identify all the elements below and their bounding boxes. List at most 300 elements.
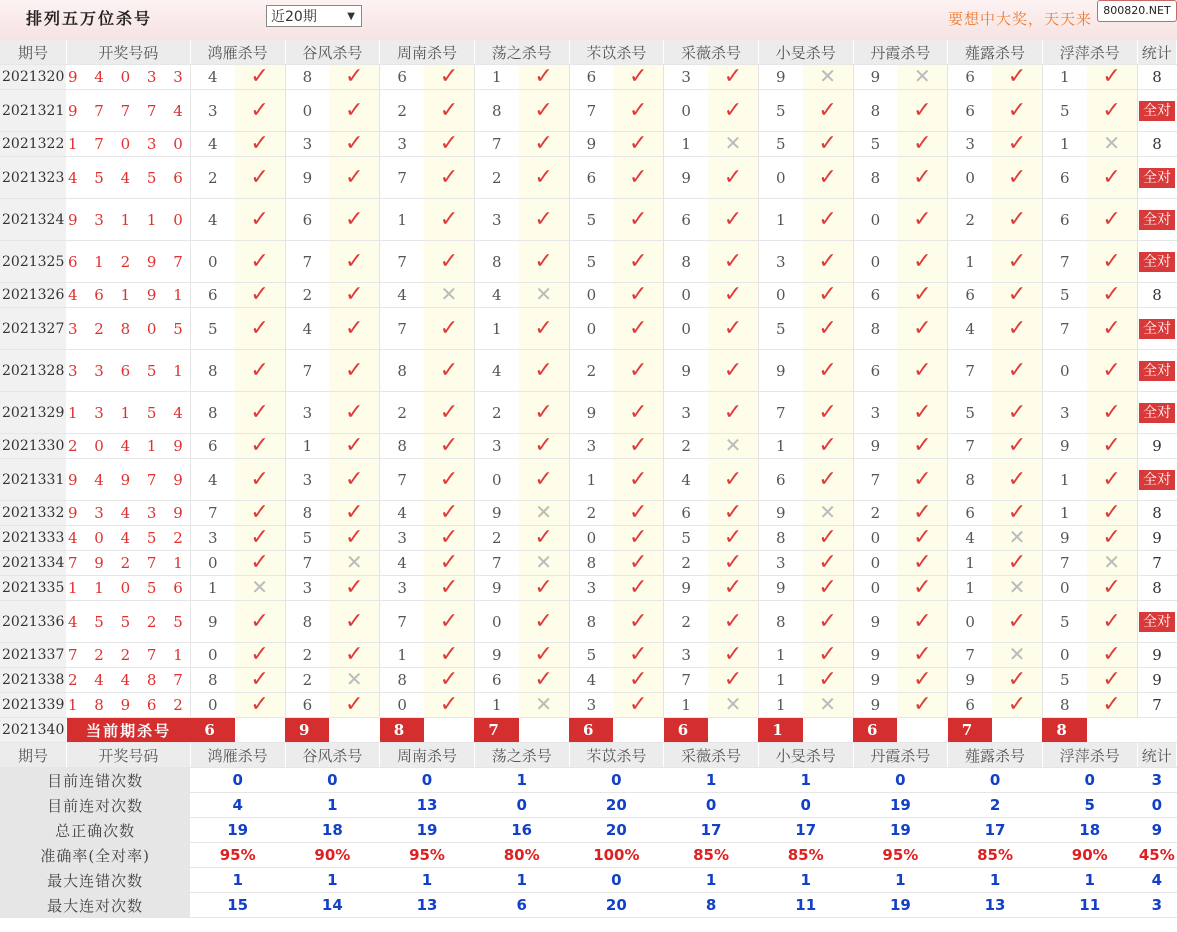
result-mark-cell [897,350,947,392]
kill-number-cell: 9 [474,643,518,668]
result-mark-cell [897,132,947,157]
kill-number-cell: 0 [1042,350,1086,392]
summary-value: 17 [948,818,1043,843]
check-icon: ✓ [439,608,459,634]
kill-number-cell: 8 [853,308,897,350]
summary-value: 90% [1042,843,1137,868]
kill-number-cell: 1 [664,693,708,718]
summary-label: 最大连错次数 [0,868,190,893]
check-icon: ✓ [913,525,932,550]
kill-number-cell: 0 [853,241,897,283]
summary-row [0,868,1177,893]
kill-number-cell: 8 [569,551,613,576]
period-cell: 2021333 [0,526,66,551]
kill-number-cell: 3 [380,576,424,601]
kill-number-cell: 1 [1042,65,1086,90]
check-icon: ✓ [345,575,364,600]
check-icon: ✓ [723,282,743,307]
result-mark-cell [235,90,285,132]
summary-value: 20 [569,793,664,818]
result-mark-cell [803,459,853,501]
summary-row [0,843,1177,868]
result-mark-cell [708,459,758,501]
kill-number-cell: 6 [948,693,992,718]
summary-value: 20 [569,893,664,918]
kill-number-cell: 3 [190,90,234,132]
draw-code-cell: 4 5 5 2 5 [66,601,190,643]
kill-number-cell: 1 [569,459,613,501]
result-mark-cell [992,526,1042,551]
kill-number-cell: 5 [853,132,897,157]
result-mark-cell [1087,526,1137,551]
result-mark-cell [329,501,379,526]
result-mark-cell [613,459,663,501]
check-icon: ✓ [439,399,459,425]
column-header: 荡之杀号 [474,40,569,65]
draw-code-cell: 2 4 4 8 7 [66,668,190,693]
check-icon: ✓ [913,608,932,634]
check-icon: ✓ [345,164,364,190]
kill-number-cell: 6 [569,65,613,90]
result-mark-cell [235,157,285,199]
result-mark-cell [519,241,569,283]
period-cell: 2021336 [0,601,66,643]
kill-number-cell: 2 [190,157,234,199]
kill-number-cell: 9 [664,157,708,199]
check-icon: ✓ [1102,164,1121,190]
check-icon: ✓ [250,164,269,190]
check-icon: ✓ [1007,500,1027,525]
result-mark-cell [424,90,474,132]
kill-number-cell: 8 [853,157,897,199]
result-mark-cell [803,526,853,551]
result-mark-cell [519,283,569,308]
top-bar [0,0,1177,41]
result-mark-cell [424,65,474,90]
result-mark-cell [803,283,853,308]
check-icon: ✓ [534,525,553,550]
kill-number-cell: 7 [664,668,708,693]
kill-number-cell: 1 [948,241,992,283]
check-icon: ✓ [629,282,648,307]
result-mark-cell [1087,576,1137,601]
summary-value: 1 [758,768,853,793]
draw-code-cell: 9 7 7 7 4 [66,90,190,132]
check-icon: ✓ [723,642,743,667]
check-icon: ✓ [1102,399,1121,425]
result-mark-cell [519,308,569,350]
kill-number-cell: 0 [190,693,234,718]
summary-stat: 9 [1137,818,1176,843]
summary-value: 1 [664,768,759,793]
summary-row [0,818,1177,843]
site-badge[interactable]: 800820.NET [1097,0,1177,22]
kill-number-cell: 9 [569,132,613,157]
kill-number-cell: 1 [380,199,424,241]
result-mark-cell [803,90,853,132]
check-icon: ✓ [439,131,459,156]
kill-number-cell: 4 [948,308,992,350]
stat-cell [1137,308,1176,350]
result-mark-cell [613,668,663,693]
column-header: 谷风杀号 [285,743,380,768]
column-header: 统计 [1137,40,1176,65]
column-header: 鸿雁杀号 [190,743,285,768]
current-kill-value: 8 [380,718,424,743]
table-row [0,308,1177,350]
check-icon: ✓ [534,248,553,274]
result-mark-cell [424,693,474,718]
result-mark-cell [519,434,569,459]
kill-number-cell: 9 [758,65,802,90]
all-correct-badge: 全对 [1139,612,1175,632]
result-mark-cell [992,157,1042,199]
kill-number-cell: 5 [285,526,329,551]
result-mark-cell [329,392,379,434]
cross-icon: ✕ [440,282,458,306]
result-mark-cell [613,501,663,526]
check-icon: ✓ [818,164,837,190]
check-icon: ✓ [345,315,364,341]
kill-number-cell: 9 [474,501,518,526]
check-icon: ✓ [629,500,648,525]
kill-number-cell: 4 [190,459,234,501]
result-mark-cell [519,65,569,90]
stat-cell [1137,459,1176,501]
kill-number-cell: 9 [190,601,234,643]
summary-stat: 45% [1137,843,1176,868]
kill-number-cell: 8 [285,65,329,90]
column-header: 丹霞杀号 [853,743,948,768]
kill-number-cell: 9 [853,601,897,643]
kill-number-cell: 7 [948,434,992,459]
result-mark-cell [992,283,1042,308]
result-mark-cell [1087,501,1137,526]
result-mark-cell [708,308,758,350]
result-mark-cell [613,157,663,199]
kill-number-cell: 5 [758,90,802,132]
check-icon: ✓ [439,500,459,525]
kill-number-cell: 0 [380,693,424,718]
kill-number-cell: 5 [1042,601,1086,643]
kill-number-cell: 5 [569,643,613,668]
check-icon: ✓ [723,500,743,525]
check-icon: ✓ [723,64,743,89]
kill-number-cell: 6 [190,434,234,459]
spacer-cell [1087,718,1137,743]
kill-number-cell: 2 [948,199,992,241]
check-icon: ✓ [1102,357,1121,383]
kill-number-cell: 1 [380,643,424,668]
summary-label: 总正确次数 [0,818,190,843]
kill-number-cell: 3 [569,434,613,459]
kill-number-cell: 1 [758,434,802,459]
kill-number-cell: 3 [664,65,708,90]
draw-code-cell: 4 6 1 9 1 [66,283,190,308]
draw-code-cell: 6 1 2 9 7 [66,241,190,283]
check-icon: ✓ [1102,500,1121,525]
kill-number-cell: 6 [1042,199,1086,241]
kill-number-cell: 7 [190,501,234,526]
all-correct-badge: 全对 [1139,168,1175,188]
kill-number-cell: 1 [758,199,802,241]
check-icon: ✓ [1102,608,1121,634]
check-icon: ✓ [629,64,648,89]
kill-number-cell: 3 [758,551,802,576]
table-row [0,90,1177,132]
kill-number-cell: 7 [380,241,424,283]
kill-number-cell: 8 [380,350,424,392]
result-mark-cell [235,459,285,501]
column-header: 荡之杀号 [474,743,569,768]
kill-number-cell: 3 [853,392,897,434]
all-correct-badge: 全对 [1139,319,1175,339]
period-cell: 2021325 [0,241,66,283]
summary-value: 1 [190,868,285,893]
check-icon: ✓ [723,248,743,274]
kill-number-cell: 6 [380,65,424,90]
result-mark-cell [329,283,379,308]
result-mark-cell [424,241,474,283]
kill-number-cell: 0 [569,308,613,350]
period-cell: 2021332 [0,501,66,526]
table-row [0,434,1177,459]
summary-value: 1 [758,868,853,893]
kill-number-cell: 1 [758,643,802,668]
check-icon: ✓ [1007,206,1027,232]
result-mark-cell [235,350,285,392]
current-kill-value: 9 [285,718,329,743]
kill-number-cell: 9 [853,693,897,718]
check-icon: ✓ [1007,357,1027,383]
kill-number-cell: 4 [380,501,424,526]
kill-number-cell: 1 [664,132,708,157]
check-icon: ✓ [629,667,648,692]
result-mark-cell [992,643,1042,668]
result-mark-cell [424,350,474,392]
check-icon: ✓ [1007,315,1027,341]
kill-number-cell: 7 [758,392,802,434]
result-mark-cell [803,501,853,526]
table-row [0,65,1177,90]
result-mark-cell [235,668,285,693]
summary-value: 6 [474,893,569,918]
summary-label: 目前连错次数 [0,768,190,793]
stat-cell: 8 [1137,501,1176,526]
cross-icon: ✕ [345,550,363,574]
check-icon: ✓ [913,357,932,383]
summary-value: 0 [664,793,759,818]
kill-number-cell: 2 [664,434,708,459]
kill-number-cell: 6 [853,350,897,392]
check-icon: ✓ [345,131,364,156]
summary-stat: 3 [1137,893,1176,918]
kill-number-cell: 6 [664,199,708,241]
check-icon: ✓ [629,399,648,425]
draw-code-cell: 1 3 1 5 4 [66,392,190,434]
check-icon: ✓ [818,282,837,307]
period-cell: 2021340 [0,718,66,743]
kill-number-cell: 3 [380,526,424,551]
cross-icon: ✕ [1103,131,1121,155]
kill-number-cell: 9 [569,392,613,434]
result-mark-cell [803,576,853,601]
check-icon: ✓ [250,500,269,525]
column-header: 谷风杀号 [285,40,380,65]
summary-value: 13 [380,793,475,818]
kill-number-cell: 1 [758,668,802,693]
kill-number-cell: 0 [474,459,518,501]
kill-number-cell: 2 [380,90,424,132]
result-mark-cell [803,308,853,350]
kill-number-cell: 5 [948,392,992,434]
kill-number-cell: 9 [1042,434,1086,459]
result-mark-cell [897,434,947,459]
result-mark-cell [708,199,758,241]
check-icon: ✓ [250,64,269,89]
summary-value: 16 [474,818,569,843]
cross-icon: ✕ [251,575,268,599]
summary-value: 1 [664,868,759,893]
result-mark-cell [992,459,1042,501]
stat-cell [1137,90,1176,132]
draw-code-cell: 9 3 1 1 0 [66,199,190,241]
kill-number-cell: 0 [1042,643,1086,668]
result-mark-cell [235,65,285,90]
kill-number-cell: 8 [190,392,234,434]
result-mark-cell [613,90,663,132]
result-mark-cell [235,283,285,308]
summary-row [0,893,1177,918]
period-cell: 2021328 [0,350,66,392]
result-mark-cell [519,526,569,551]
summary-value: 0 [190,768,285,793]
kill-number-cell: 8 [664,241,708,283]
stat-cell [1137,199,1176,241]
current-kill-value: 1 [758,718,802,743]
result-mark-cell [992,65,1042,90]
summary-value: 90% [285,843,380,868]
kill-number-cell: 5 [1042,283,1086,308]
kill-number-cell: 8 [1042,693,1086,718]
kill-number-cell: 0 [664,308,708,350]
result-mark-cell [613,434,663,459]
cross-icon: ✕ [535,550,552,574]
column-header: 开奖号码 [66,40,190,65]
result-mark-cell [235,526,285,551]
kill-number-table [0,40,1177,918]
result-mark-cell [235,392,285,434]
check-icon: ✓ [534,575,553,600]
cross-icon: ✕ [1008,642,1026,666]
summary-value: 5 [1042,793,1137,818]
draw-code-cell: 4 5 4 5 6 [66,157,190,199]
check-icon: ✓ [250,357,269,383]
check-icon: ✓ [250,433,269,458]
kill-number-cell: 2 [474,392,518,434]
kill-number-cell: 2 [569,501,613,526]
kill-number-cell: 6 [474,668,518,693]
check-icon: ✓ [913,97,932,123]
draw-code-cell: 9 4 0 3 3 [66,65,190,90]
check-icon: ✓ [913,692,932,717]
kill-number-cell: 9 [948,668,992,693]
check-icon: ✓ [1007,550,1027,575]
result-mark-cell [803,668,853,693]
check-icon: ✓ [913,164,932,190]
check-icon: ✓ [913,575,932,600]
kill-number-cell: 3 [285,132,329,157]
kill-number-cell: 7 [285,241,329,283]
result-mark-cell [1087,308,1137,350]
result-mark-cell [613,283,663,308]
table-row [0,283,1177,308]
check-icon: ✓ [534,164,553,190]
kill-number-cell: 5 [664,526,708,551]
check-icon: ✓ [345,399,364,425]
column-header: 周南杀号 [380,743,475,768]
table-row [0,132,1177,157]
kill-number-cell: 8 [380,434,424,459]
period-cell: 2021323 [0,157,66,199]
spacer-cell [235,718,285,743]
result-mark-cell [519,643,569,668]
check-icon: ✓ [534,64,553,89]
check-icon: ✓ [250,550,269,575]
kill-number-cell: 0 [190,551,234,576]
spacer-cell [897,718,947,743]
result-mark-cell [803,392,853,434]
kill-number-cell: 6 [948,65,992,90]
result-mark-cell [897,668,947,693]
result-mark-cell [897,308,947,350]
result-mark-cell [897,693,947,718]
kill-number-cell: 1 [758,693,802,718]
check-icon: ✓ [439,575,459,600]
summary-value: 19 [853,793,948,818]
result-mark-cell [329,576,379,601]
kill-number-cell: 7 [474,132,518,157]
result-mark-cell [708,501,758,526]
result-mark-cell [329,241,379,283]
kill-number-cell: 3 [664,643,708,668]
period-select[interactable] [266,5,362,27]
summary-value: 13 [380,893,475,918]
result-mark-cell [1087,199,1137,241]
check-icon: ✓ [723,164,743,190]
result-mark-cell [424,501,474,526]
kill-number-cell: 8 [948,459,992,501]
kill-number-cell: 9 [664,350,708,392]
result-mark-cell [235,434,285,459]
check-icon: ✓ [439,525,459,550]
kill-number-cell: 2 [285,283,329,308]
result-mark-cell [897,199,947,241]
result-mark-cell [897,643,947,668]
check-icon: ✓ [1007,64,1027,89]
summary-value: 13 [948,893,1043,918]
result-mark-cell [708,434,758,459]
check-icon: ✓ [913,282,932,307]
check-icon: ✓ [913,466,932,492]
result-mark-cell [329,551,379,576]
kill-number-cell: 5 [569,199,613,241]
check-icon: ✓ [723,97,743,123]
summary-value: 85% [758,843,853,868]
result-mark-cell [235,643,285,668]
all-correct-badge: 全对 [1139,210,1175,230]
kill-number-cell: 6 [664,501,708,526]
